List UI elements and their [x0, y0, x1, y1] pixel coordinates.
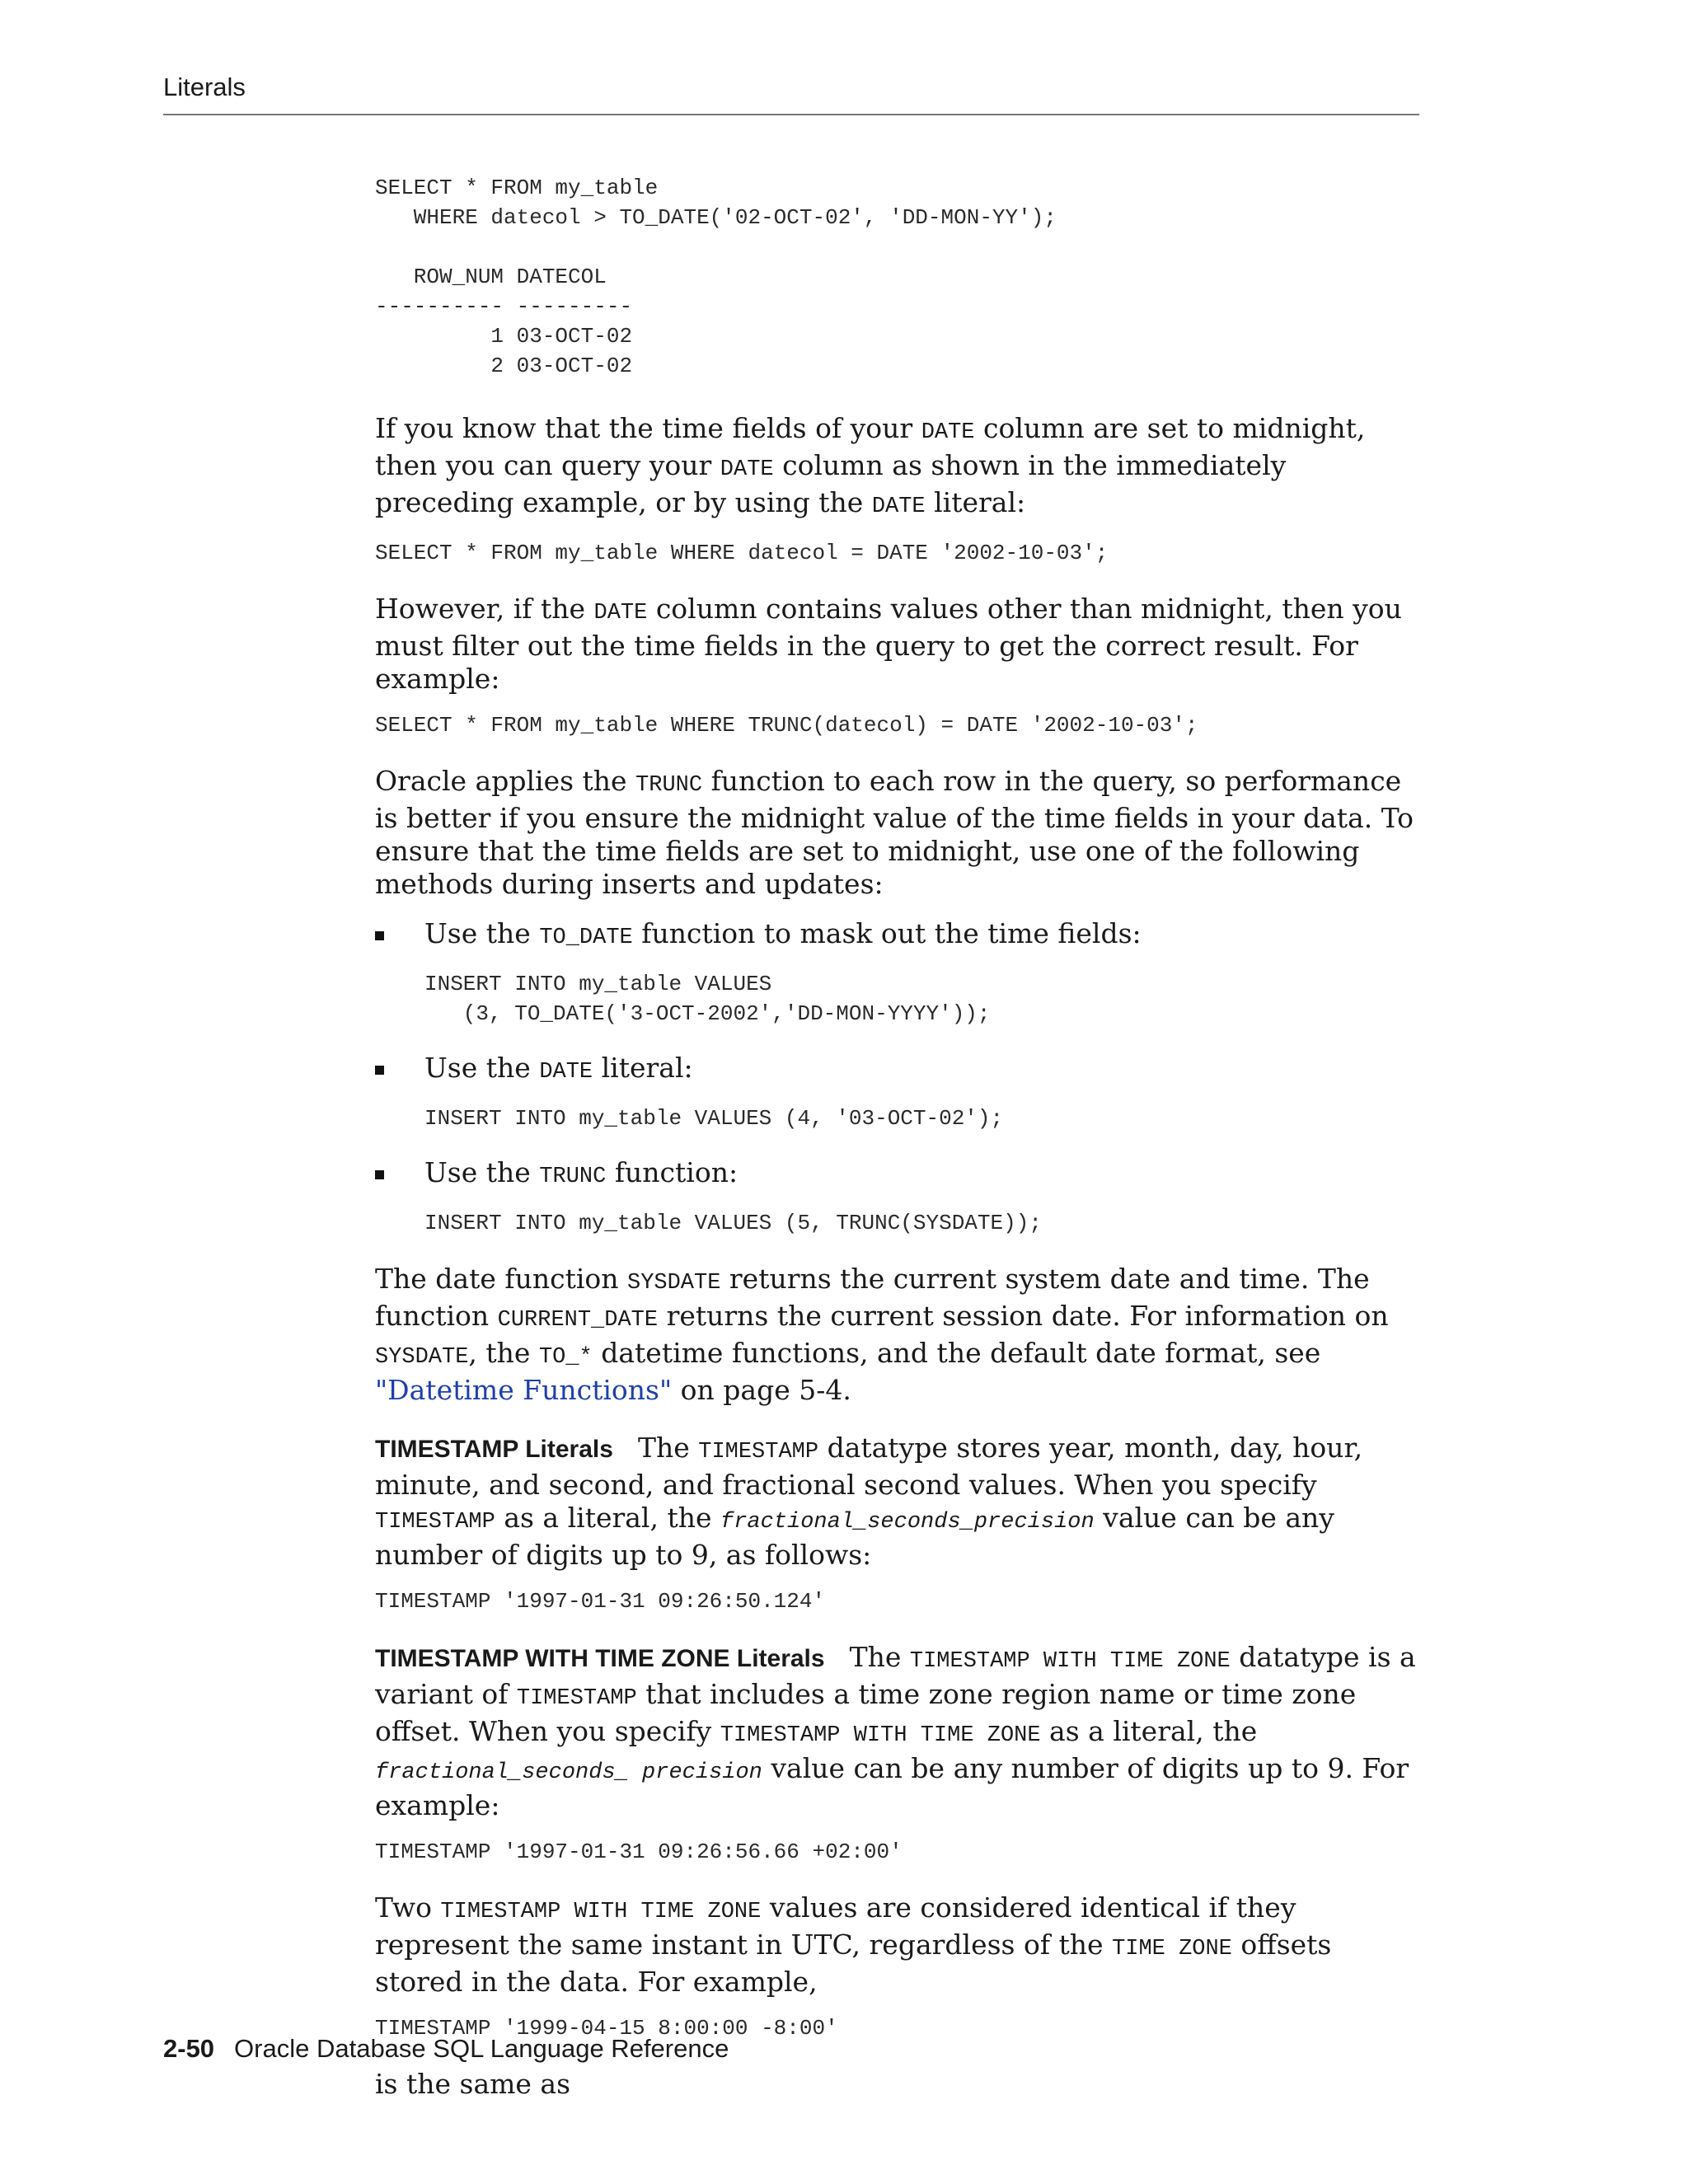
- inline-code: DATE: [720, 457, 774, 482]
- methods-list: [375, 917, 1418, 1238]
- text: The date function: [375, 1263, 627, 1295]
- text: on page 5-4.: [672, 1374, 851, 1406]
- inline-code: DATE: [921, 420, 975, 445]
- inline-code: TRUNC: [539, 1165, 607, 1189]
- bullet-icon: [375, 1170, 384, 1179]
- text: returns the current system date and time. The function: [375, 1263, 1370, 1332]
- code-timestamp-utc: TIMESTAMP '1999-04-15 8:00:00 -8:00': [375, 2016, 838, 2041]
- bullet-icon: [375, 931, 384, 940]
- header-rule: [163, 114, 1419, 115]
- text: Use the: [424, 1156, 540, 1188]
- text: , the: [468, 1337, 539, 1369]
- inline-code: TIMESTAMP WITH TIME ZONE: [909, 1649, 1231, 1674]
- text: value can be any number of digits up to 9, as follows:: [375, 1502, 1334, 1571]
- text: value can be any number of digits up to 9. For example:: [375, 1752, 1409, 1821]
- runin-heading: TIMESTAMP Literals: [375, 1436, 613, 1463]
- text: returns the current session date. For information on: [658, 1300, 1389, 1332]
- text: values are considered identical if they represent the same instant in UTC, regardless of the: [375, 1891, 1296, 1961]
- code-line: SELECT * FROM my_table: [375, 176, 659, 200]
- text: as a literal, the: [1040, 1715, 1258, 1747]
- inline-code: DATE: [871, 494, 926, 519]
- page-content: [375, 173, 1418, 2101]
- paragraph-timestamp-literals: [375, 1432, 1418, 1572]
- runin-heading: TIMESTAMP WITH TIME ZONE Literals: [375, 1645, 825, 1672]
- list-item: [375, 1156, 1418, 1238]
- result-row: 2 03-OCT-02: [375, 354, 633, 378]
- list-item-text: [424, 1156, 1418, 1193]
- text: Use the: [424, 917, 540, 949]
- paragraph-same-as: is the same as: [375, 2068, 571, 2100]
- text: literal:: [593, 1052, 693, 1084]
- inline-code: DATE: [539, 1060, 593, 1085]
- code-date-literal: SELECT * FROM my_table WHERE datecol = DATE '2002-10-03';: [375, 541, 1109, 565]
- text: column contains values other than midnight, then you must filter out the time fields in the query to get the correct result. For example:: [375, 593, 1402, 695]
- inline-code: TIMESTAMP: [516, 1686, 637, 1711]
- inline-code: TIME ZONE: [1112, 1937, 1232, 1961]
- book-title: Oracle Database SQL Language Reference: [234, 2034, 729, 2063]
- list-item: [375, 917, 1418, 1029]
- text: Oracle applies the: [375, 765, 636, 797]
- paragraph-non-midnight: [375, 593, 1418, 696]
- inline-code: TIMESTAMP WITH TIME ZONE: [720, 1723, 1041, 1748]
- text: literal:: [925, 486, 1026, 518]
- result-rule: ---------- ---------: [375, 294, 633, 319]
- list-item: [375, 1052, 1418, 1133]
- text: datatype stores year, month, day, hour, minute, and second, and fractional second values. When you specify: [375, 1432, 1363, 1501]
- bullet-icon: [375, 1066, 384, 1075]
- inline-code: TIMESTAMP WITH TIME ZONE: [440, 1900, 762, 1924]
- text: However, if the: [375, 593, 594, 625]
- text: function:: [606, 1156, 738, 1188]
- text: column are set to midnight, then you can query your: [375, 412, 1366, 481]
- text: function to mask out the time fields:: [632, 917, 1142, 949]
- inline-code: SYSDATE: [375, 1345, 469, 1370]
- running-header: Literals: [163, 73, 246, 101]
- inline-code: SYSDATE: [627, 1271, 721, 1296]
- text: Two: [375, 1891, 441, 1924]
- code-line: WHERE datecol > TO_DATE('02-OCT-02', 'DD-MON-YY');: [375, 205, 1057, 230]
- text: datatype is a variant of: [375, 1641, 1416, 1710]
- text: column as shown in the immediately preceding example, or by using the: [375, 449, 1287, 518]
- code-trunc-query: SELECT * FROM my_table WHERE TRUNC(datecol) = DATE '2002-10-03';: [375, 713, 1198, 738]
- code-insert-trunc: INSERT INTO my_table VALUES (5, TRUNC(SYSDATE));: [424, 1211, 1042, 1235]
- page-footer: [163, 2034, 729, 2064]
- code-select-to-date: [375, 173, 1418, 381]
- text: function to each row in the query, so performance is better if you ensure the midnight value of the time fields in your data. To ensure that the time fields are set to midnight, use one of the following methods during inserts and updates:: [375, 765, 1414, 900]
- paragraph-timestamp-tz-literals: [375, 1641, 1418, 1822]
- text: The: [637, 1432, 699, 1464]
- text: as a literal, the: [495, 1502, 720, 1534]
- text: that includes a time zone region name or time zone offset. When you specify: [375, 1678, 1357, 1747]
- paragraph-trunc-performance: [375, 765, 1418, 901]
- text: Use the: [424, 1052, 540, 1084]
- inline-code: TO_*: [538, 1345, 593, 1370]
- page-number: 2-50: [163, 2034, 215, 2063]
- text: If you know that the time fields of your: [375, 412, 921, 444]
- code-timestamp: TIMESTAMP '1997-01-31 09:26:50.124': [375, 1589, 826, 1614]
- paragraph-date-midnight: [375, 412, 1418, 523]
- result-header: ROW_NUM DATECOL: [375, 265, 607, 289]
- text: offsets stored in the data. For example,: [375, 1929, 1332, 1998]
- paragraph-identical-values: [375, 1891, 1418, 1999]
- datetime-functions-link[interactable]: "Datetime Functions": [375, 1374, 673, 1406]
- paragraph-sysdate: [375, 1263, 1418, 1407]
- inline-code: TIMESTAMP: [375, 1510, 495, 1535]
- result-row: 1 03-OCT-02: [375, 324, 633, 349]
- code-insert-date-literal: INSERT INTO my_table VALUES (4, '03-OCT-02');: [424, 1106, 1004, 1131]
- inline-code: TO_DATE: [539, 926, 633, 950]
- text: The: [849, 1641, 910, 1673]
- text: datetime functions, and the default date format, see: [592, 1337, 1321, 1369]
- inline-code: DATE: [593, 601, 648, 626]
- italic-code: fractional_seconds_precision: [720, 1510, 1095, 1535]
- italic-code: fractional_seconds_ precision: [375, 1760, 762, 1785]
- inline-code: CURRENT_DATE: [497, 1308, 659, 1333]
- inline-code: TRUNC: [635, 773, 703, 798]
- list-item-text: [424, 917, 1418, 954]
- code-insert-to-date: INSERT INTO my_table VALUES (3, TO_DATE('3-OCT-2002','DD-MON-YYYY'));: [424, 972, 991, 1026]
- inline-code: TIMESTAMP: [698, 1440, 819, 1465]
- list-item-text: [424, 1052, 1418, 1089]
- code-timestamp-tz: TIMESTAMP '1997-01-31 09:26:56.66 +02:00': [375, 1840, 903, 1864]
